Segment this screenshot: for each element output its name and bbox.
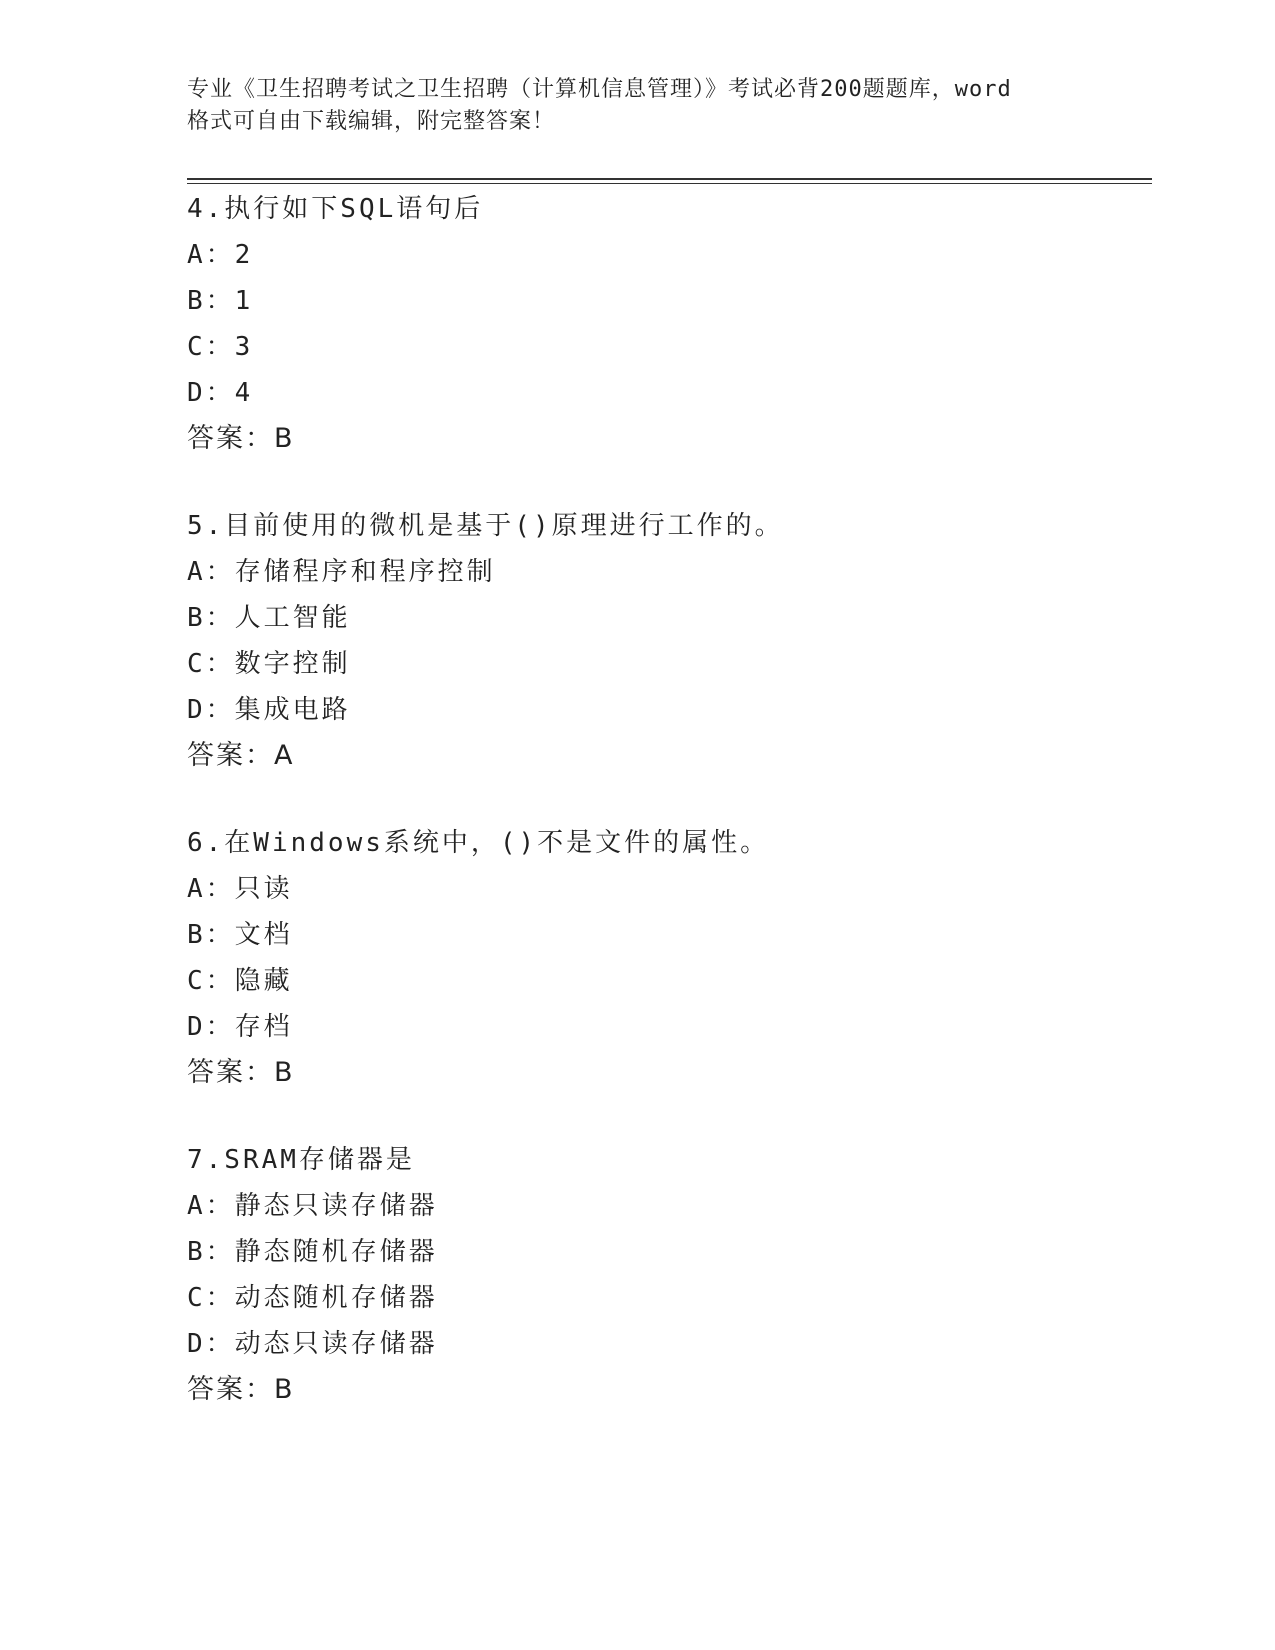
option-d: D：存档 (187, 1012, 293, 1042)
option-c: C：隐藏 (187, 966, 293, 996)
question-stem: 4.执行如下SQL语句后 (187, 194, 484, 224)
question-block-7 (187, 1137, 1147, 1413)
question-stem: 6.在Windows系统中，()不是文件的属性。 (187, 828, 770, 858)
question-stem: 5.目前使用的微机是基于()原理进行工作的。 (187, 511, 784, 541)
option-a: A：静态只读存储器 (187, 1191, 438, 1221)
option-c: C：3 (187, 332, 254, 362)
option-d: D：动态只读存储器 (187, 1329, 438, 1359)
header-line-1: 专业《卫生招聘考试之卫生招聘（计算机信息管理）》考试必背200题题库，word (187, 77, 1012, 102)
answer-label: 答案：B (187, 423, 295, 454)
option-c: C：数字控制 (187, 649, 351, 679)
option-b: B：文档 (187, 920, 293, 950)
answer-label: 答案：B (187, 1057, 295, 1088)
option-c: C：动态随机存储器 (187, 1283, 438, 1313)
option-a: A：只读 (187, 874, 293, 904)
answer-label: 答案：A (187, 740, 295, 771)
option-d: D：4 (187, 378, 254, 408)
option-d: D：集成电路 (187, 695, 351, 725)
option-b: B：1 (187, 286, 254, 316)
answer-label: 答案：B (187, 1374, 295, 1405)
question-block-6 (187, 820, 1147, 1096)
header-divider (187, 178, 1152, 184)
option-a: A：存储程序和程序控制 (187, 557, 496, 587)
document-header (187, 74, 1087, 138)
option-a: A：2 (187, 240, 254, 270)
question-stem: 7.SRAM存储器是 (187, 1145, 415, 1175)
question-block-4 (187, 186, 1147, 462)
header-line-2: 格式可自由下载编辑，附完整答案！ (187, 109, 556, 134)
option-b: B：静态随机存储器 (187, 1237, 438, 1267)
option-b: B：人工智能 (187, 603, 351, 633)
question-block-5 (187, 503, 1147, 779)
